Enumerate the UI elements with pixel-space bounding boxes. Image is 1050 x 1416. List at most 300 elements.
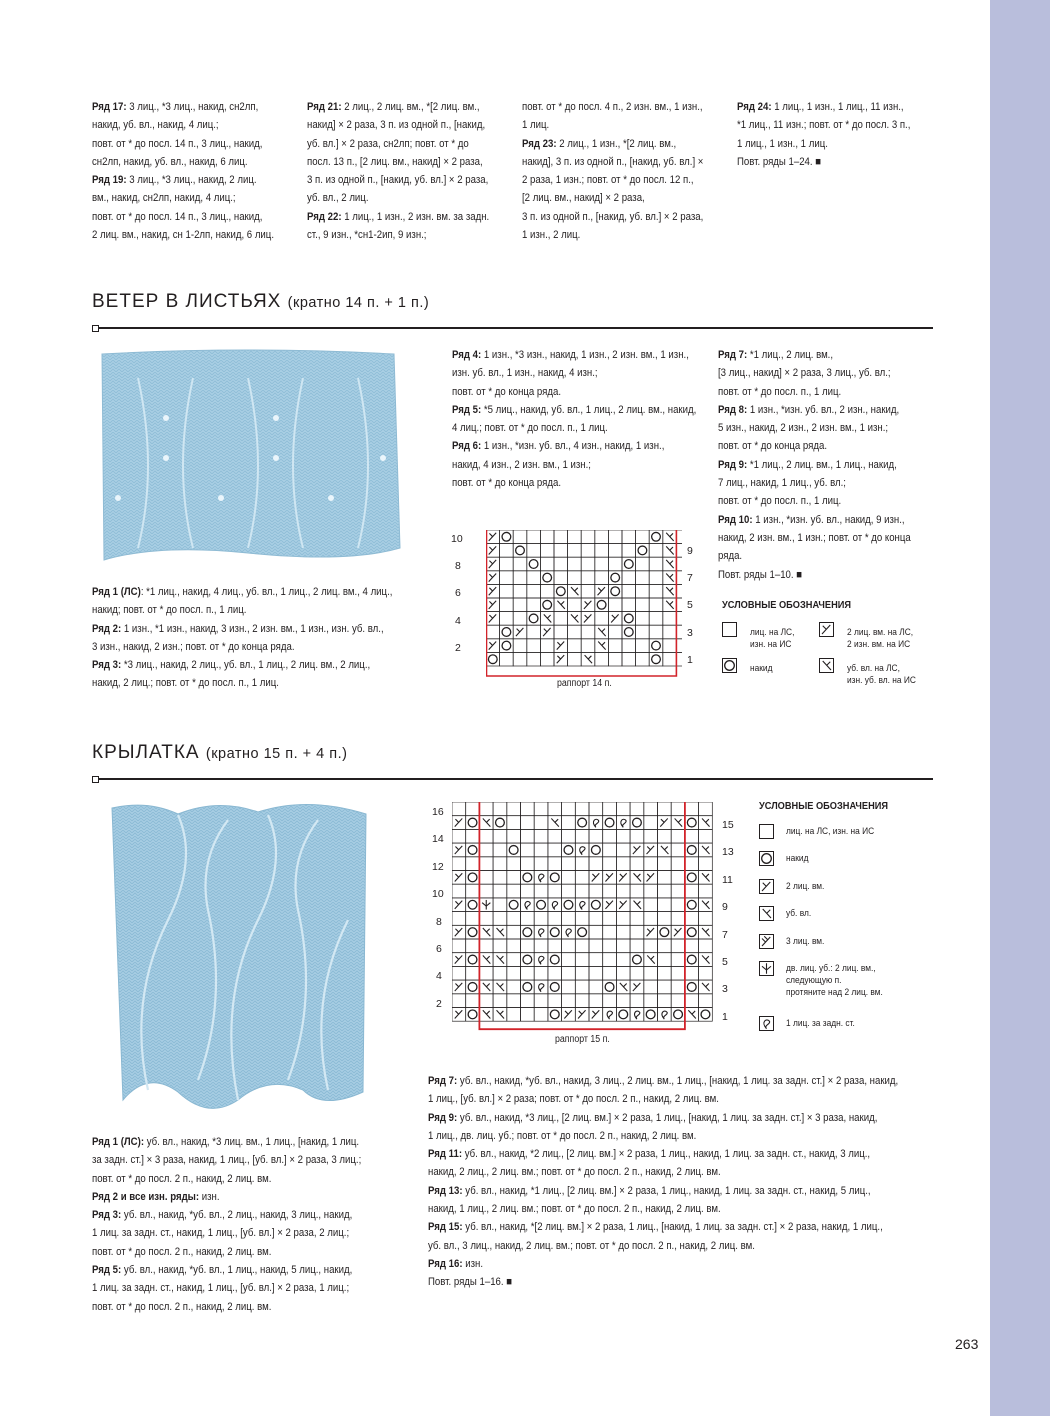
top-text-col-4 (737, 98, 910, 171)
tbl-icon (580, 847, 585, 855)
row-text: 3 лиц., *3 лиц., накид, сн2лп, (126, 101, 259, 113)
chart-cell (568, 557, 582, 571)
s1-mid-line (452, 401, 696, 419)
chart-cell (589, 953, 603, 967)
row-text: 5 изн., накид, 2 изн., 2 изн. вм., 1 изн.; (718, 422, 889, 435)
chart-cell (486, 625, 500, 639)
chart-cell (658, 966, 672, 980)
row-text: накид, 2 лиц.; повт. от * до посл. п., 1 лиц. (92, 677, 279, 690)
k2tog-icon (822, 625, 830, 634)
chart-cell (589, 939, 603, 953)
chart-row-tick: 3 (687, 626, 693, 639)
top-col3-line (522, 135, 703, 153)
chart-cell (699, 912, 713, 926)
section2-swatch-photo (108, 800, 370, 1125)
chart-cell (671, 966, 685, 980)
k2tog-icon (489, 574, 496, 582)
s1-right-line (718, 566, 911, 584)
row-label: Ряд 2 и все изн. ряды: (92, 1190, 200, 1203)
yo-icon (660, 928, 669, 937)
chart-cell (507, 966, 521, 980)
chart-cell (658, 994, 672, 1008)
chart-cell (616, 994, 630, 1008)
chart-cell (534, 871, 548, 885)
row-label: Ряд 3: (92, 659, 122, 672)
section2-rows-right (428, 1072, 898, 1292)
k3tog-icon (759, 934, 774, 949)
s2-right-line (428, 1090, 898, 1108)
chart-row-tick: 9 (687, 545, 693, 557)
chart-cell (636, 612, 650, 626)
row-text: накид; повт. от * до посл. п., 1 лиц. (92, 604, 247, 617)
double-decrease-icon (759, 961, 774, 976)
k2tog-icon (647, 846, 655, 854)
row-label: Ряд 11: (428, 1148, 463, 1161)
row-label: Ряд 13: (428, 1184, 463, 1197)
chart-cell (699, 966, 713, 980)
chart-cell (699, 884, 713, 898)
k2tog-icon (647, 928, 655, 936)
k-tbl-icon (759, 1016, 774, 1031)
row-text: Повт. ряды 1–10. ■ (718, 568, 803, 581)
chart-row-tick: 10 (451, 533, 463, 545)
k2tog-icon (455, 928, 463, 936)
s2-left-line (92, 1151, 361, 1169)
chart-cell (575, 843, 589, 857)
ssk-icon (497, 928, 505, 936)
chart-cell (534, 843, 548, 857)
chart-cell (452, 802, 466, 816)
chart-cell (581, 639, 595, 653)
chart-cell (479, 871, 493, 885)
yo-icon (468, 928, 477, 937)
chart-cell (527, 544, 541, 558)
row-text: накид], 3 п. из одной п., [накид, уб. вл.] × (522, 155, 704, 168)
chart-cell (540, 530, 554, 544)
chart-cell (685, 994, 699, 1008)
yo-icon (687, 928, 696, 937)
k2tog-icon (455, 818, 463, 826)
chart-cell (644, 857, 658, 871)
chart-cell (630, 884, 644, 898)
chart-cell (493, 884, 507, 898)
yo-icon (652, 655, 661, 664)
chart-cell (671, 980, 685, 994)
chart-cell (649, 571, 663, 585)
legend-line: следующую п. (786, 975, 842, 986)
s2-right-line (428, 1163, 898, 1181)
chart-cell (500, 652, 514, 666)
yo-icon (578, 818, 587, 827)
k2tog-icon (660, 818, 668, 826)
yo-icon (502, 628, 511, 637)
chart-cell (507, 912, 521, 926)
chart-cell (527, 598, 541, 612)
yo-icon (687, 846, 696, 855)
row-text: 1 лиц., дв. лиц. уб.; повт. от * до посл. 2 п., накид, 2 лиц. вм. (428, 1129, 697, 1142)
chart-cell (676, 639, 682, 653)
chart-cell (603, 966, 617, 980)
row-label: Ряд 7: (718, 349, 748, 361)
row-label: Ряд 16: (428, 1257, 463, 1270)
yo-icon (564, 846, 573, 855)
chart-cell (671, 912, 685, 926)
chart-cell (554, 530, 568, 544)
chart-cell (671, 939, 685, 953)
legend-line: 3 лиц. вм. (786, 936, 825, 947)
chart-cell (527, 639, 541, 653)
chart-cell (685, 829, 699, 843)
ssk-icon (688, 1010, 696, 1018)
chart-cell (562, 871, 576, 885)
tbl-icon (621, 819, 626, 827)
ssk-icon (666, 546, 673, 554)
ssk-icon (702, 846, 710, 854)
legend-text (847, 663, 916, 687)
dd-icon (482, 900, 490, 910)
s2-right-line (428, 1127, 898, 1145)
ssk-icon (675, 818, 683, 826)
yo-icon (550, 955, 559, 964)
chart-cell (644, 802, 658, 816)
chart-cell (658, 939, 672, 953)
chart-cell (507, 994, 521, 1008)
row-label: Ряд 2: (92, 622, 122, 635)
row-text: *1 лиц., 2 лиц. вм., 1 лиц., накид, (747, 458, 897, 471)
ssk-icon (763, 909, 771, 918)
chart-cell (507, 980, 521, 994)
k2tog-icon (516, 628, 523, 636)
chart-cell (671, 829, 685, 843)
row-text: 1 изн., 2 лиц. (522, 229, 581, 242)
top-col2-line (307, 98, 489, 116)
chart-cell (581, 530, 595, 544)
chart-cell (622, 652, 636, 666)
tbl-icon (539, 874, 544, 882)
top-text-col-1 (92, 98, 274, 244)
chart-cell (603, 843, 617, 857)
s2-left-line (92, 1224, 361, 1242)
chart-cell (466, 939, 480, 953)
row-text: 1 лиц. за задн. ст., накид, 1 лиц., [уб. вл.] × 2 раза, 2 лиц.; (92, 1227, 350, 1240)
row-text: 7 лиц., накид, 1 лиц., уб. вл.; (718, 477, 846, 490)
chart-cell (649, 625, 663, 639)
yo-icon (523, 955, 532, 964)
chart-row-tick: 13 (722, 846, 734, 859)
chart-cell (513, 584, 527, 598)
s1-mid-line (452, 419, 696, 437)
chart-row-tick: 8 (455, 560, 461, 573)
ssk-icon (702, 955, 710, 963)
chart-cell (507, 829, 521, 843)
top-col2-line (307, 135, 489, 153)
chart-cell (493, 966, 507, 980)
chart-cell (513, 612, 527, 626)
row-label: Ряд 17: (92, 101, 127, 113)
chart-row-tick: 7 (687, 572, 693, 585)
row-label: Ряд 1 (ЛС) (92, 586, 141, 598)
k2tog-icon (619, 901, 627, 909)
row-text: 3 лиц., *3 лиц., накид, 2 лиц. (126, 174, 257, 187)
row-text: изн. (199, 1190, 220, 1203)
chart-row-tick: 16 (432, 806, 444, 818)
chart-cell (554, 571, 568, 585)
chart-cell (636, 557, 650, 571)
tbl-icon (525, 901, 530, 909)
ssk-icon (634, 873, 642, 881)
row-text: повт. от * до конца ряда. (718, 440, 828, 453)
legend-line: 2 лиц. вм. на ЛС, (847, 627, 914, 638)
chart-cell (589, 912, 603, 926)
chart-cell (616, 912, 630, 926)
row-text: *1 лиц., 11 изн.; повт. от * до посл. 3 п., (737, 119, 911, 132)
yo-icon (502, 641, 511, 650)
chart-cell (507, 1008, 521, 1022)
chart-cell (575, 953, 589, 967)
chart-cell (595, 652, 609, 666)
top-col2-line (307, 208, 489, 226)
chart-cell (608, 625, 622, 639)
row-text: уб. вл., накид, *[2 лиц. вм.] × 2 раза, 1 лиц., [накид, 1 лиц. за задн. ст.] × 2 раза, накид, 1 лиц., (462, 1221, 883, 1234)
row-text: накид, 2 лиц., 2 лиц. вм.; повт. от * до посл. 2 п., накид, 2 лиц. вм. (428, 1166, 721, 1179)
yo-icon (687, 900, 696, 909)
row-label: Ряд 19: (92, 174, 127, 187)
row-label: Ряд 1 (ЛС): (92, 1136, 145, 1148)
chart-cell (548, 939, 562, 953)
row-text: уб. вл., накид, *3 лиц., [2 лиц. вм.] × 2 раза, 1 лиц., [накид, 1 лиц. за задн. ст.] × 3 раза, накид, (457, 1111, 878, 1124)
k2tog-icon (592, 873, 600, 881)
k2tog-icon (489, 546, 496, 554)
chart-cell (562, 802, 576, 816)
chart-cell (663, 639, 677, 653)
chart-cell (649, 598, 663, 612)
chart-cell (649, 544, 663, 558)
chart-cell (534, 912, 548, 926)
chart-cell (608, 652, 622, 666)
legend-text (847, 627, 913, 651)
chart-cell (676, 598, 682, 612)
row-text: 1 изн., *изн. уб. вл., 4 изн., накид, 1 изн., (481, 440, 665, 453)
section1-legend-title: УСЛОВНЫЕ ОБОЗНАЧЕНИЯ (722, 599, 852, 611)
chart-cell (671, 802, 685, 816)
yo-icon (550, 928, 559, 937)
chart-cell (534, 857, 548, 871)
chart-cell (685, 939, 699, 953)
top-col1-line (92, 98, 274, 116)
row-text: 1 изн., *1 изн., накид, 3 изн., 2 изн. вм., 1 изн., изн. уб. вл., (121, 622, 384, 635)
top-col4-line (737, 98, 910, 116)
chart-cell (658, 871, 672, 885)
chart-cell (595, 530, 609, 544)
chart-cell (554, 612, 568, 626)
chart-row-tick: 8 (436, 915, 442, 928)
tbl-icon (764, 1020, 770, 1029)
chart-cell (630, 994, 644, 1008)
chart-cell (521, 966, 535, 980)
row-text: *3 лиц., накид, 2 лиц., уб. вл., 1 лиц., 2 лиц. вм., 2 лиц., (121, 659, 371, 672)
dd-icon (762, 963, 771, 974)
top-text-col-2 (307, 98, 489, 244)
chart-cell (589, 994, 603, 1008)
k2tog-icon (564, 1010, 572, 1018)
legend-line: 1 лиц. за задн. ст. (786, 1018, 855, 1029)
chart-cell (603, 939, 617, 953)
chart-cell (548, 912, 562, 926)
chart-cell (554, 544, 568, 558)
chart-cell (548, 829, 562, 843)
legend-text (786, 963, 883, 999)
s1-right-line (718, 456, 911, 474)
chart-row-tick: 2 (455, 641, 461, 654)
row-text: уб. вл., накид, *3 лиц. вм., 1 лиц., [накид, 1 лиц. (144, 1136, 360, 1148)
k2tog-icon (557, 642, 564, 650)
row-text: накид, 4 изн., 2 изн. вм., 1 изн.; (452, 458, 591, 471)
chart-row-tick: 2 (436, 997, 442, 1010)
s1-left-line (92, 583, 392, 601)
s1-right-line (718, 547, 911, 565)
yo-icon (674, 1010, 683, 1019)
chart-cell (500, 584, 514, 598)
chart-cell (575, 939, 589, 953)
ssk-icon (702, 873, 710, 881)
chart-cell (644, 966, 658, 980)
chart-cell (595, 612, 609, 626)
ssk-icon (666, 533, 673, 541)
chart-cell (608, 530, 622, 544)
section1-rows-left (92, 583, 392, 693)
chart-cell (603, 857, 617, 871)
chart-cell (575, 802, 589, 816)
chart-cell (452, 884, 466, 898)
legend-line: 2 лиц. вм. (786, 881, 825, 892)
chart-cell (540, 544, 554, 558)
s2-right-line (428, 1109, 898, 1127)
chart-cell (452, 912, 466, 926)
s2-left-line (92, 1298, 361, 1316)
row-text: ст., 9 изн., *сн1-2ип, 9 изн.; (307, 229, 427, 242)
ssk-icon (666, 560, 673, 568)
chart-cell (603, 829, 617, 843)
chart-cell (521, 802, 535, 816)
chart-cell (622, 544, 636, 558)
chart-cell (636, 584, 650, 598)
chart-row-tick: 9 (722, 901, 728, 914)
top-col1-line (92, 208, 274, 226)
chart-cell (534, 939, 548, 953)
k2tog-icon (489, 560, 496, 568)
chart-cell (527, 625, 541, 639)
chart-cell (466, 829, 480, 843)
chart-cell (644, 898, 658, 912)
yo-icon (605, 818, 614, 827)
row-text: *5 лиц., накид, уб. вл., 1 лиц., 2 лиц. вм., накид, (481, 403, 697, 416)
row-text: повт. от * до посл. п., 1 лиц. (718, 495, 842, 508)
page-side-tab (990, 0, 1050, 1416)
blank-square-icon (759, 824, 774, 839)
k2tog-icon (619, 873, 627, 881)
row-label: Ряд 7: (428, 1075, 458, 1087)
chart-row-tick: 10 (432, 888, 444, 901)
top-col3-line (522, 98, 703, 116)
yo-icon (624, 628, 633, 637)
s2-left-line (92, 1170, 361, 1188)
chart-cell (658, 857, 672, 871)
tbl-icon (539, 984, 544, 992)
chart-cell (699, 857, 713, 871)
chart-cell (685, 912, 699, 926)
repeat-bracket (479, 802, 685, 1029)
chart-cell (658, 912, 672, 926)
top-text-col-3 (522, 98, 703, 244)
chart-cell (616, 953, 630, 967)
section2-repeat-label: раппорт 15 п. (555, 1034, 610, 1045)
chart-cell (589, 925, 603, 939)
chart-cell (493, 829, 507, 843)
chart-cell (699, 994, 713, 1008)
chart-cell (466, 994, 480, 1008)
ssk-icon (483, 955, 491, 963)
row-text: уб. вл., накид, *2 лиц., [2 лиц. вм.] × 2 раза, 1 лиц., накид, 1 лиц. за задн. ст., накид, 3 лиц., (462, 1148, 871, 1161)
k2tog-icon (455, 983, 463, 991)
row-text: Повт. ряды 1–16. ■ (428, 1276, 513, 1289)
chart-cell (521, 912, 535, 926)
k2tog-icon (455, 873, 463, 881)
s2-left-line (92, 1188, 361, 1206)
k2tog-icon (584, 614, 591, 622)
ssk-icon (483, 928, 491, 936)
chart-cell (644, 939, 658, 953)
chart-cell (671, 994, 685, 1008)
row-text: повт. от * до посл. 2 п., накид, 2 лиц. вм. (92, 1172, 272, 1185)
top-col2-line (307, 226, 489, 244)
chart-row-tick: 5 (687, 599, 693, 612)
top-col3-line (522, 171, 703, 189)
s2-right-line (428, 1072, 898, 1090)
row-text: повт. от * до посл. п., 1 лиц. (718, 385, 842, 398)
s1-mid-line (452, 474, 696, 492)
top-col3-line (522, 208, 703, 226)
k2tog-icon (455, 1010, 463, 1018)
row-text: 1 лиц., 1 изн., 2 изн. вм. за задн. (341, 210, 490, 223)
row-label: Ряд 5: (92, 1264, 122, 1277)
chart-cell (534, 994, 548, 1008)
chart-cell (548, 857, 562, 871)
s2-right-line (428, 1237, 898, 1255)
chart-cell (562, 884, 576, 898)
row-label: Ряд 10: (718, 513, 753, 526)
chart-cell (603, 994, 617, 1008)
chart-cell (534, 816, 548, 830)
chart-cell (562, 994, 576, 1008)
yo-icon (529, 614, 538, 623)
chart-cell (616, 884, 630, 898)
chart-row-tick: 4 (436, 970, 442, 983)
chart-cell (644, 829, 658, 843)
chart-cell (616, 939, 630, 953)
row-text: уб. вл.] × 2 раза, сн2лп; повт. от * до (307, 137, 469, 150)
chart-row-tick: 5 (722, 956, 728, 968)
legend-line: лиц. на ЛС, (750, 627, 795, 638)
row-label: Ряд 24: (737, 101, 772, 113)
top-col1-line (92, 153, 274, 171)
yo-icon (543, 600, 552, 609)
chart-cell (575, 857, 589, 871)
yo-icon (624, 560, 633, 569)
row-text: 1 лиц., 1 изн., 1 лиц. (737, 137, 828, 150)
chart-cell (479, 829, 493, 843)
row-label: Ряд 6: (452, 440, 482, 453)
chart-cell (568, 571, 582, 585)
